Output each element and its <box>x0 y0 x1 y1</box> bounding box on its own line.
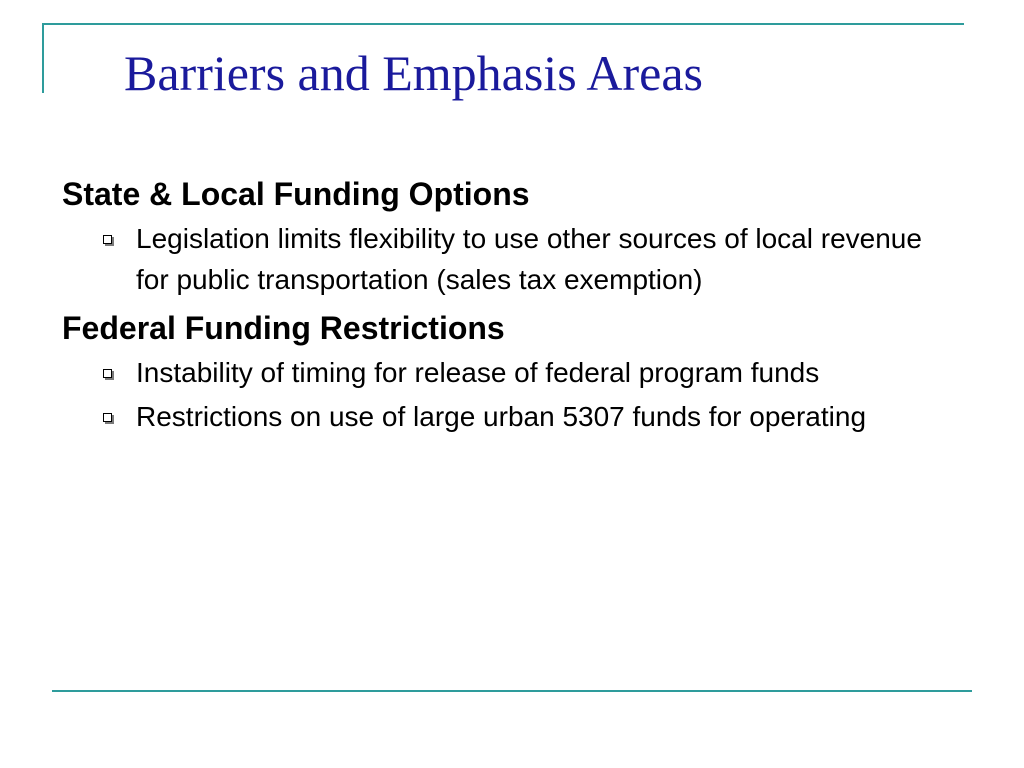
bullet-item <box>62 396 962 437</box>
bullet-text: Instability of timing for release of federal program funds <box>136 357 820 388</box>
section-state-local <box>62 170 962 300</box>
bullet-text: Restrictions on use of large urban 5307 funds for operating <box>136 401 867 432</box>
section-heading: State & Local Funding Options <box>62 176 530 212</box>
square-bullet-icon <box>103 413 112 422</box>
frame-bottom-line <box>52 690 972 692</box>
section-heading: Federal Funding Restrictions <box>62 310 505 346</box>
bullet-list <box>62 218 962 300</box>
bullet-list <box>62 352 962 437</box>
slide-title: Barriers and Emphasis Areas <box>124 45 704 101</box>
frame-left-line <box>42 23 44 93</box>
bullet-item <box>62 218 962 300</box>
square-bullet-icon <box>103 369 112 378</box>
bullet-item <box>62 352 962 393</box>
slide-body <box>62 170 962 440</box>
section-federal <box>62 304 962 437</box>
frame-top-line <box>42 23 964 25</box>
bullet-text: Legislation limits flexibility to use other sources of local revenue for public transportation (sales tax exemption) <box>136 223 922 295</box>
square-bullet-icon <box>103 235 112 244</box>
